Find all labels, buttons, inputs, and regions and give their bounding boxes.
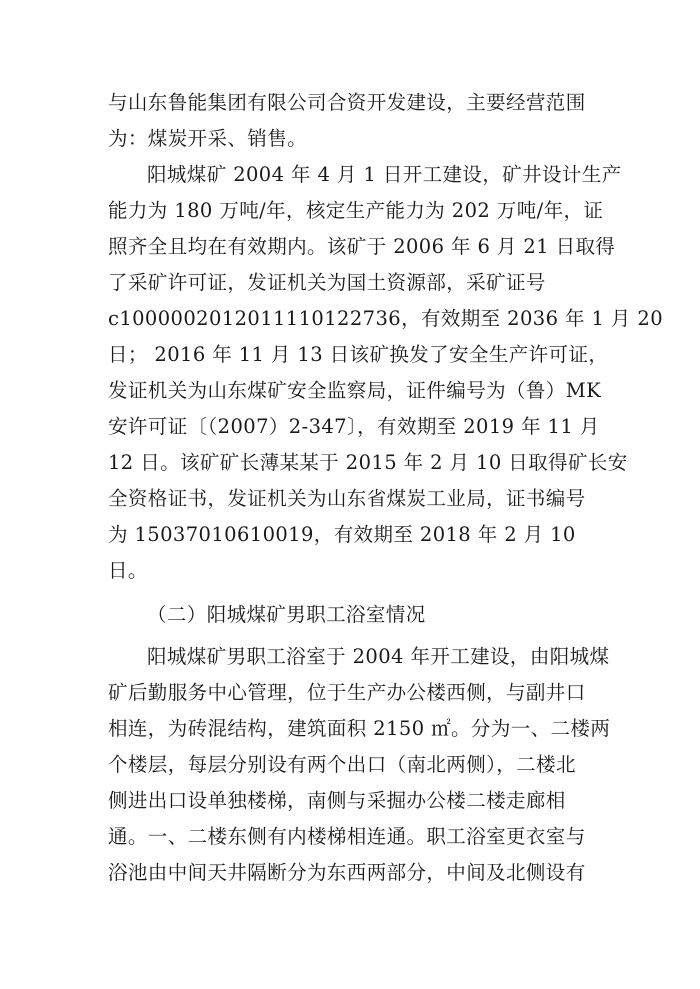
paragraph-line: 能力为 180 万吨/年，核定生产能力为 202 万吨/年，证 xyxy=(108,199,604,222)
paragraph-line: 通。一、二楼东侧有内楼梯相连通。职工浴室更衣室与 xyxy=(108,825,586,848)
paragraph-line: 矿后勤服务中心管理，位于生产办公楼西侧，与副井口 xyxy=(108,681,586,704)
paragraph-line: 全资格证书，发证机关为山东省煤炭工业局，证书编号 xyxy=(108,487,586,510)
section-heading: （二）阳城煤矿男职工浴室情况 xyxy=(147,603,426,626)
paragraph-line: 相连，为砖混结构，建筑面积 2150 ㎡。分为一、二楼两 xyxy=(108,717,611,740)
paragraph-line: c1000002012011110122736，有效期至 2036 年 1 月 20 xyxy=(108,307,664,330)
paragraph-line: 侧进出口设单独楼梯，南侧与采掘办公楼二楼走廊相 xyxy=(108,789,566,812)
paragraph-line: 阳城煤矿 2004 年 4 月 1 日开工建设，矿井设计生产 xyxy=(147,163,622,186)
paragraph-line: 与山东鲁能集团有限公司合资开发建设，主要经营范围 xyxy=(108,91,586,114)
paragraph-line: 安许可证〔（2007）2-347〕，有效期至 2019 年 11 月 xyxy=(108,415,600,438)
paragraph-line: 照齐全且均在有效期内。该矿于 2006 年 6 月 21 日取得 xyxy=(108,235,616,258)
paragraph-line: 浴池由中间天井隔断分为东西两部分，中间及北侧设有 xyxy=(108,861,586,884)
paragraph-line: 了采矿许可证，发证机关为国土资源部，采矿证号 xyxy=(108,271,546,294)
paragraph-line: 日。 xyxy=(108,559,148,582)
paragraph-line: 为 15037010610019，有效期至 2018 年 2 月 10 xyxy=(108,523,576,546)
paragraph-line: 个楼层，每层分别设有两个出口（南北两侧），二楼北 xyxy=(108,753,576,776)
paragraph-line: 日； 2016 年 11 月 13 日该矿换发了安全生产许可证， xyxy=(108,343,609,366)
paragraph-line: 发证机关为山东煤矿安全监察局，证件编号为（鲁）MK xyxy=(108,379,602,402)
paragraph-line: 12 日。该矿矿长薄某某于 2015 年 2 月 10 日取得矿长安 xyxy=(108,451,628,474)
paragraph-line: 为：煤炭开采、销售。 xyxy=(108,127,308,150)
paragraph-line: 阳城煤矿男职工浴室于 2004 年开工建设，由阳城煤 xyxy=(147,645,610,668)
